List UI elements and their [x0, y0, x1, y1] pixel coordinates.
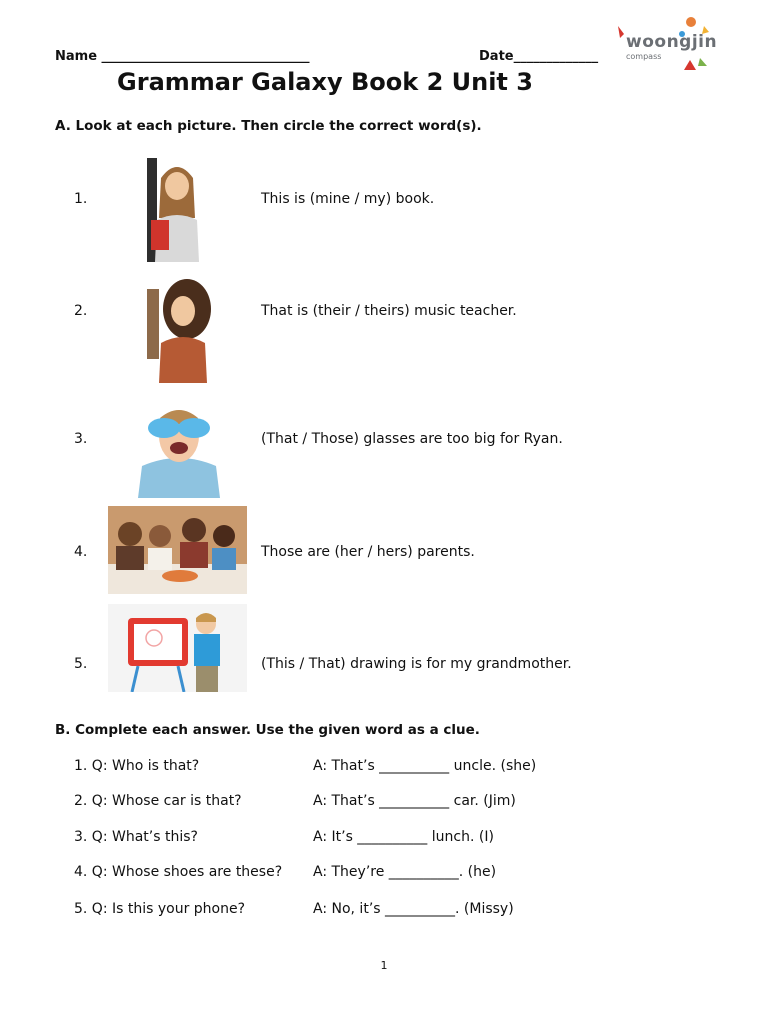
question-3: 3. Q: What’s this?	[74, 829, 198, 845]
sentence-3: (That / Those) glasses are too big for Ryan.	[261, 431, 563, 447]
item-number: 1.	[74, 191, 88, 207]
item-number: 3.	[74, 431, 88, 447]
sentence-1: This is (mine / my) book.	[261, 191, 435, 207]
question-5: 5. Q: Is this your phone?	[74, 901, 246, 917]
answer-3: A: It’s __________ lunch. (I)	[313, 829, 494, 845]
item-number: 4.	[74, 544, 88, 560]
answer-5: A: No, it’s __________. (Missy)	[313, 901, 514, 917]
question-1: 1. Q: Who is that?	[74, 758, 200, 774]
date-field-label: Date_____________	[479, 49, 599, 64]
answer-2: A: That’s __________ car. (Jim)	[313, 793, 516, 809]
logo-subtext: compass	[626, 52, 662, 61]
logo-wordmark: woongjin	[626, 32, 718, 52]
page-number: 1	[380, 959, 388, 972]
picture-boy-with-drawing-board	[108, 604, 247, 692]
picture-woman-with-guitar	[147, 279, 213, 383]
sentence-4: Those are (her / hers) parents.	[261, 544, 475, 560]
item-number: 2.	[74, 303, 88, 319]
question-2: 2. Q: Whose car is that?	[74, 793, 242, 809]
sentence-5: (This / That) drawing is for my grandmother.	[261, 656, 572, 672]
picture-family-at-dinner	[108, 506, 247, 594]
section-a-heading: A. Look at each picture. Then circle the correct word(s).	[55, 118, 482, 134]
name-field-label: Name ________________________________	[55, 49, 310, 64]
sentence-2: That is (their / theirs) music teacher.	[261, 303, 517, 319]
worksheet-title: Grammar Galaxy Book 2 Unit 3	[117, 68, 533, 96]
question-4: 4. Q: Whose shoes are these?	[74, 864, 283, 880]
woongjin-compass-logo	[612, 14, 718, 72]
answer-4: A: They’re __________. (he)	[313, 864, 497, 880]
section-b-heading: B. Complete each answer. Use the given word as a clue.	[55, 722, 480, 738]
picture-girl-holding-book	[147, 158, 205, 262]
item-number: 5.	[74, 656, 88, 672]
picture-boy-with-big-glasses	[136, 402, 222, 498]
answer-1: A: That’s __________ uncle. (she)	[313, 758, 537, 774]
